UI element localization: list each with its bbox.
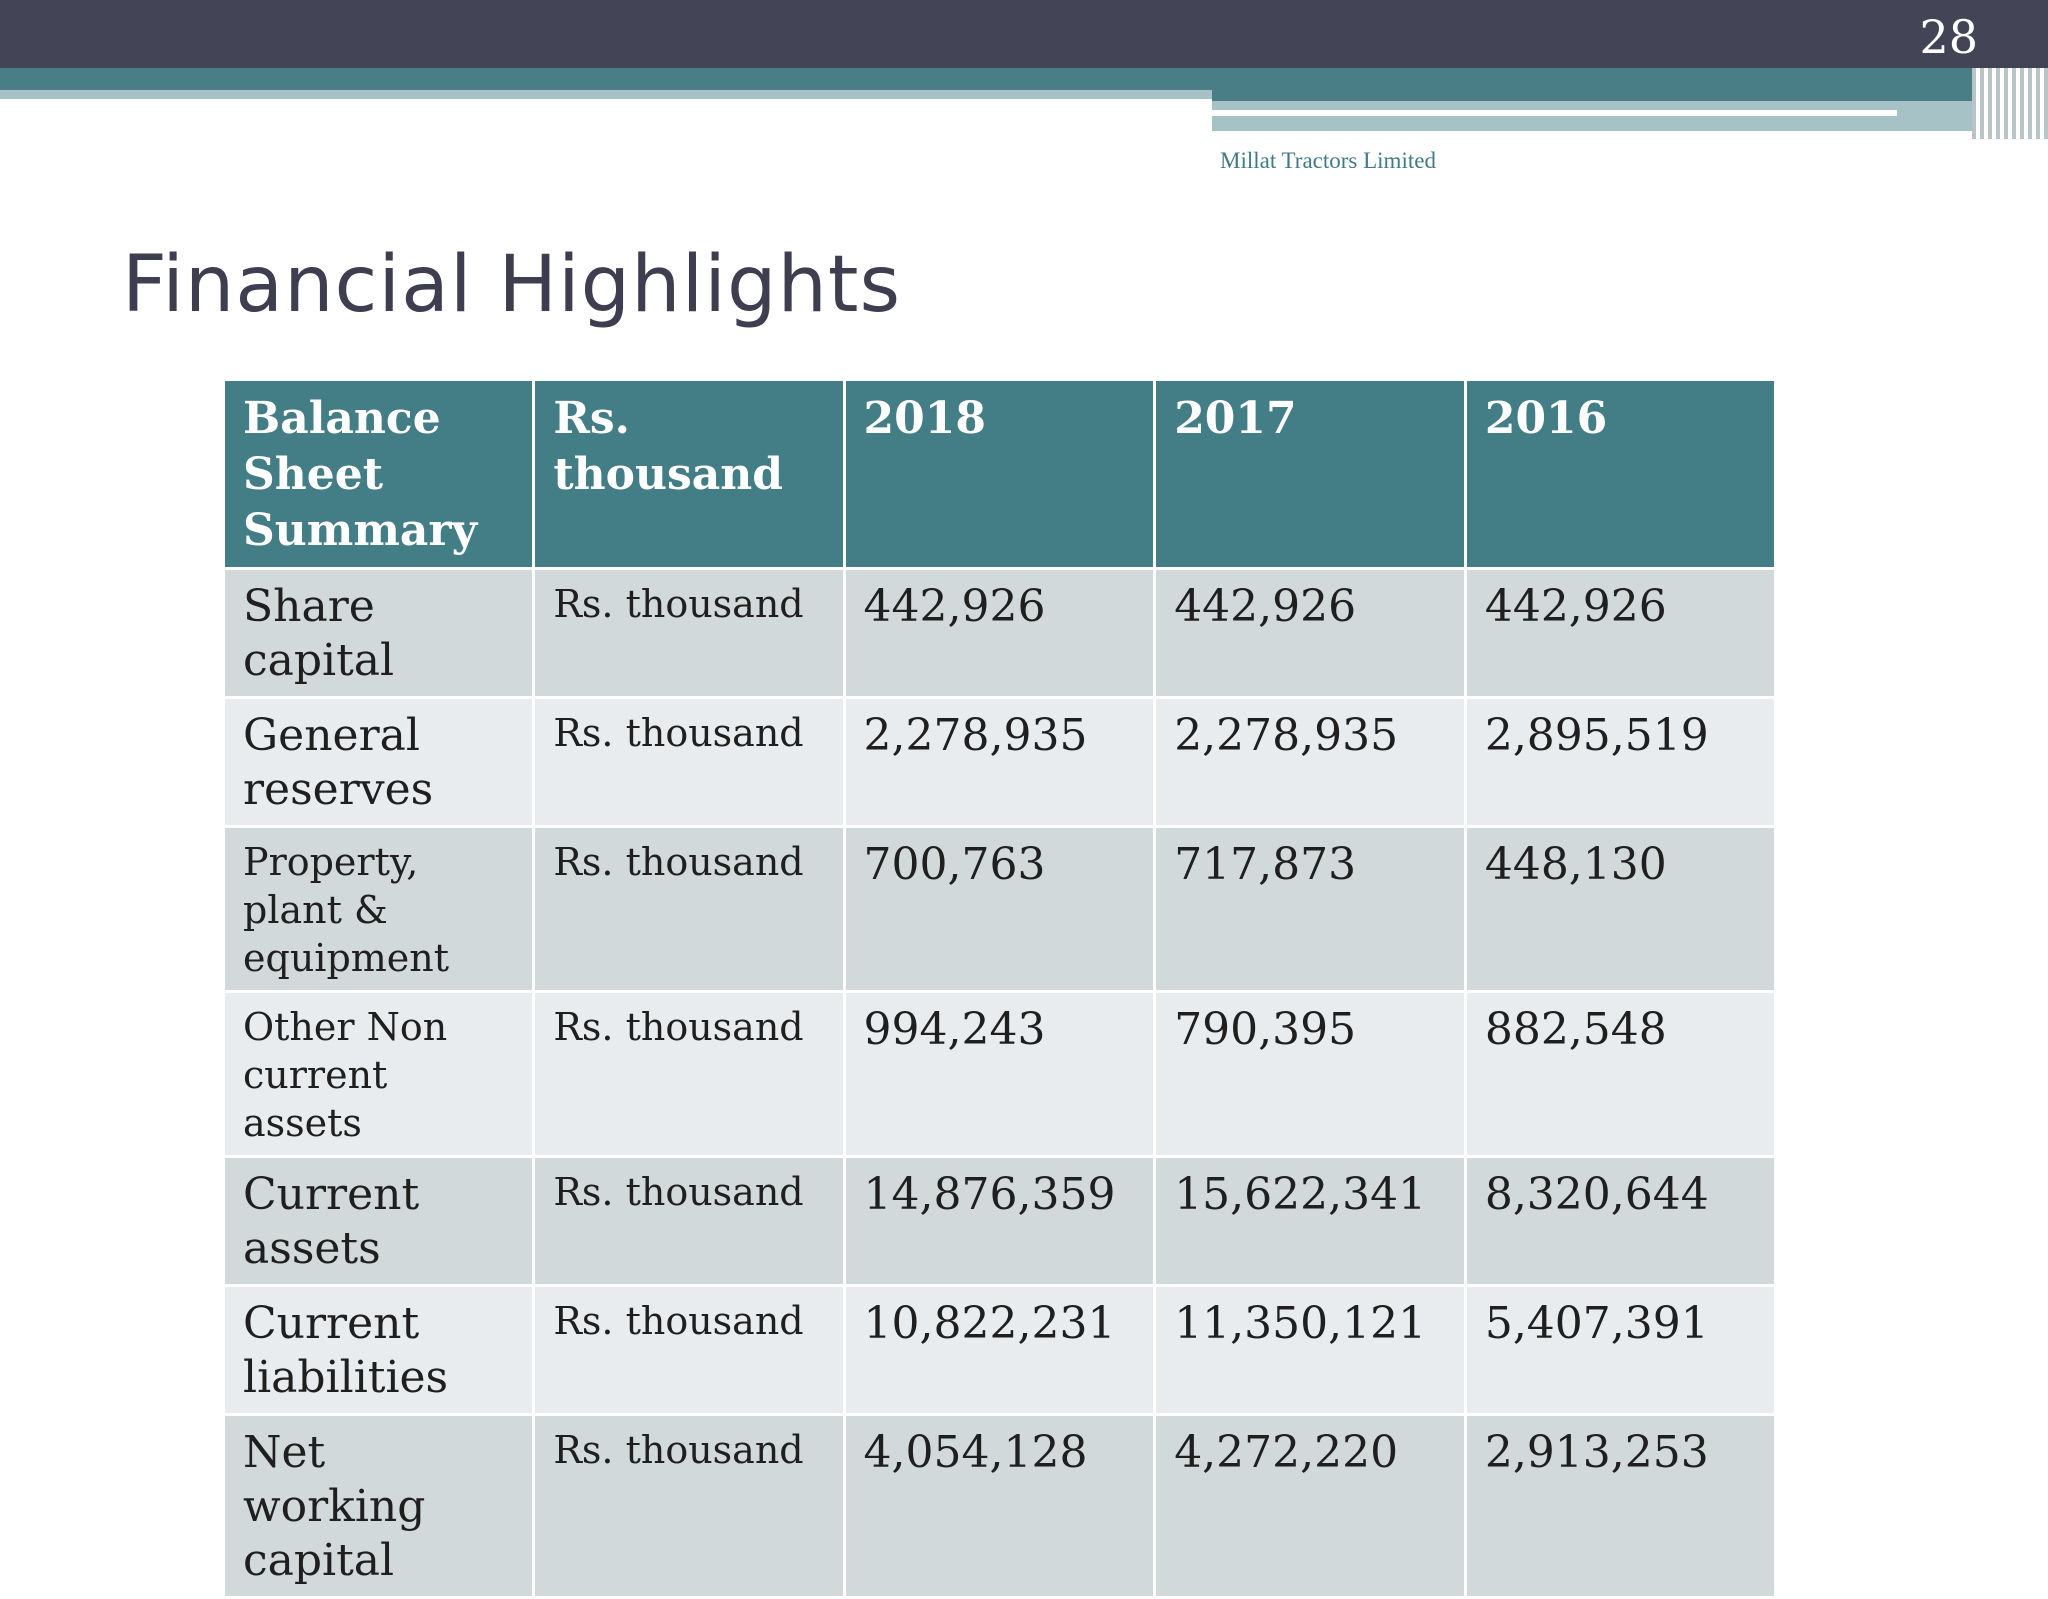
row-label: Share capital — [225, 570, 532, 696]
header-stripes-cap — [1972, 0, 2048, 68]
row-unit: Rs. thousand — [535, 570, 842, 696]
table-row — [225, 570, 1774, 696]
balance-sheet-table — [222, 378, 1777, 1599]
table-row — [225, 699, 1774, 825]
table-row — [225, 1416, 1774, 1596]
table-row — [225, 1287, 1774, 1413]
row-unit: Rs. thousand — [535, 828, 842, 990]
header-accent-bar — [0, 68, 1212, 90]
slide-title: Financial Highlights — [122, 240, 902, 330]
header-accent-bar-light — [0, 90, 1212, 99]
table-header-row — [225, 381, 1774, 567]
value-2016: 5,407,391 — [1467, 1287, 1774, 1413]
row-label: Other Non current assets — [225, 993, 532, 1155]
value-2017: 4,272,220 — [1156, 1416, 1464, 1596]
table-row — [225, 828, 1774, 990]
value-2016: 8,320,644 — [1467, 1158, 1774, 1284]
column-header-2017: 2017 — [1156, 381, 1464, 567]
column-header-item: Balance Sheet Summary — [225, 381, 532, 567]
slide-number: 28 — [1919, 10, 1978, 64]
value-2018: 4,054,128 — [846, 1416, 1154, 1596]
value-2016: 2,895,519 — [1467, 699, 1774, 825]
value-2018: 10,822,231 — [846, 1287, 1154, 1413]
value-2018: 2,278,935 — [846, 699, 1154, 825]
row-label: Current assets — [225, 1158, 532, 1284]
value-2018: 700,763 — [846, 828, 1154, 990]
value-2016: 442,926 — [1467, 570, 1774, 696]
value-2017: 442,926 — [1156, 570, 1464, 696]
value-2017: 790,395 — [1156, 993, 1464, 1155]
column-header-unit: Rs. thousand — [535, 381, 842, 567]
row-label: Current liabilities — [225, 1287, 532, 1413]
table-row — [225, 993, 1774, 1155]
table-row — [225, 1158, 1774, 1284]
value-2017: 2,278,935 — [1156, 699, 1464, 825]
row-unit: Rs. thousand — [535, 699, 842, 825]
value-2018: 442,926 — [846, 570, 1154, 696]
row-label: Property, plant & equipment — [225, 828, 532, 990]
value-2017: 717,873 — [1156, 828, 1464, 990]
value-2016: 2,913,253 — [1467, 1416, 1774, 1596]
value-2018: 994,243 — [846, 993, 1154, 1155]
row-unit: Rs. thousand — [535, 1416, 842, 1596]
header-divider-block — [1652, 131, 1972, 139]
row-unit: Rs. thousand — [535, 1158, 842, 1284]
header-bar — [0, 0, 2048, 68]
row-label: General reserves — [225, 699, 532, 825]
value-2017: 11,350,121 — [1156, 1287, 1464, 1413]
header-accent-bar-right-light — [1212, 101, 1972, 131]
value-2016: 882,548 — [1467, 993, 1774, 1155]
value-2018: 14,876,359 — [846, 1158, 1154, 1284]
header-divider-line — [1212, 110, 1897, 116]
header-accent-bar-right — [1212, 68, 1972, 101]
value-2017: 15,622,341 — [1156, 1158, 1464, 1284]
row-unit: Rs. thousand — [535, 993, 842, 1155]
value-2016: 448,130 — [1467, 828, 1774, 990]
row-unit: Rs. thousand — [535, 1287, 842, 1413]
company-name: Millat Tractors Limited — [1220, 148, 1436, 173]
column-header-2016: 2016 — [1467, 381, 1774, 567]
row-label: Net working capital — [225, 1416, 532, 1596]
column-header-2018: 2018 — [846, 381, 1154, 567]
